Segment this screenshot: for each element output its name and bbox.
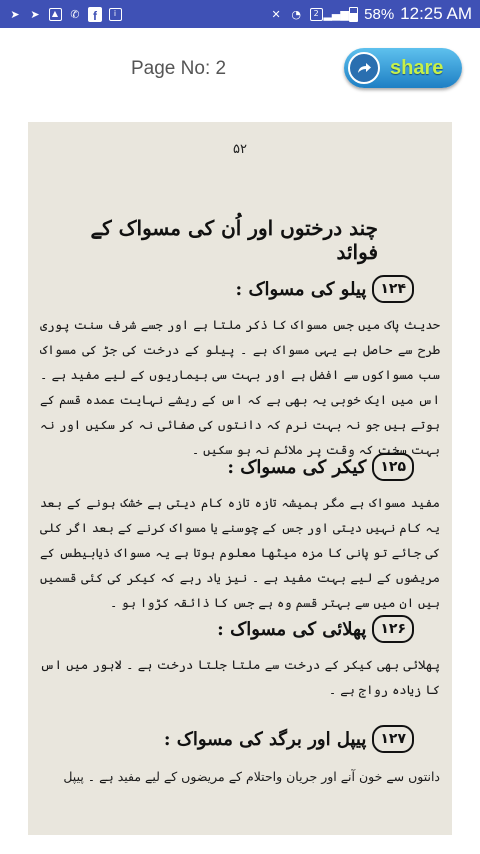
section-body: دانتوں سے خون آنے اور جریان واحتلام کے مریضوں کے لیے مفید ہے ۔ پیپل — [63, 769, 440, 784]
image-icon: ▲ — [48, 7, 62, 21]
notification-icons — [8, 7, 122, 21]
section-heading — [217, 612, 414, 646]
section-title: پیپل اور برگد کی مسواک : — [163, 728, 367, 750]
section-heading — [164, 722, 414, 756]
page-title: چند درختوں اور اُن کی مسواک کے فوائد — [90, 216, 378, 264]
book-page-number: ۵۲ — [233, 142, 247, 157]
battery-percent: 58% — [364, 5, 395, 23]
sim-icon: 2 — [309, 7, 323, 21]
system-icons — [269, 4, 472, 24]
section-body: پھلائی بھی کیکر کے درخت سے ملتا جلتا درخت ہے ۔ لاہور میں اس کا زیادہ رواج ہے ۔ — [40, 657, 440, 697]
section-heading — [227, 450, 414, 484]
mute-icon: ✕ — [271, 7, 281, 21]
section-body: مفید مسواک ہے مگر ہمیشہ تازہ تازہ کام دیتی ہے خشک ہونے کے بعد یہ کام نہیں دیتی اور جس کے چوسنے یا مسواک کرنے کے بعد اگر کلی کی جائے تو پانی کا مزہ میٹھا معلوم ہوتا ہے یہ مسواک ذیابیطس کے مریضوں کے لیے بہت مفید ہے ۔ نیز یاد رہے کہ کیکر کی کئی قسمیں ہیں ان میں سے بہتر قسم وہ ہے جس کا ذائقہ کڑوا ہو ۔ — [40, 495, 440, 610]
section-title: پھلائی کی مسواک : — [217, 618, 367, 640]
send-icon: ➤ — [30, 7, 40, 21]
facebook-icon: f — [88, 7, 102, 21]
section-number: ۱۲۷ — [372, 725, 414, 753]
section-number: ۱۲۵ — [372, 453, 414, 481]
share-button[interactable] — [344, 48, 462, 88]
imo-icon: i — [108, 7, 122, 21]
send-icon: ➤ — [10, 7, 20, 21]
share-arrow-icon — [348, 52, 380, 84]
book-page-image[interactable] — [28, 122, 452, 835]
clock: 12:25 AM — [400, 4, 472, 23]
wifi-icon: ◔ — [291, 7, 301, 21]
status-bar — [0, 0, 480, 28]
section-heading — [236, 272, 414, 306]
section-title: کیکر کی مسواک : — [227, 456, 367, 478]
battery-icon — [349, 7, 358, 22]
page-number-label: Page No: 2 — [131, 58, 227, 79]
section-number: ۱۲۶ — [372, 615, 414, 643]
share-label: share — [390, 56, 444, 79]
signal-icon: ▂▄▆ — [323, 7, 349, 21]
section-body: حدیث پاک میں جس مسواک کا ذکر ملتا ہے اور جسے شرف سنت پوری طرح سے حاصل ہے یہی مسواک ہے ۔ پیلو کے درخت کی جڑ کی مسواک سب مسواکوں سے افضل ہے اور بہت سی بیماریوں کے لیے مفید ہے ۔ اس میں ایک خوبی یہ بھی ہے کہ اس کے ریشے نہایت عمدہ قسم کے ہوتے ہیں جو نہ بہت نرم کہ دانتوں کی صفائی نہ کر سکیں اور نہ بہت سخت کہ وقت پر ملائم نہ ہو سکیں ۔ — [40, 317, 440, 457]
whatsapp-icon: ✆ — [70, 7, 80, 21]
app-header — [0, 28, 480, 116]
section-title: پیلو کی مسواک : — [235, 278, 367, 300]
section-number: ۱۲۴ — [372, 275, 414, 303]
